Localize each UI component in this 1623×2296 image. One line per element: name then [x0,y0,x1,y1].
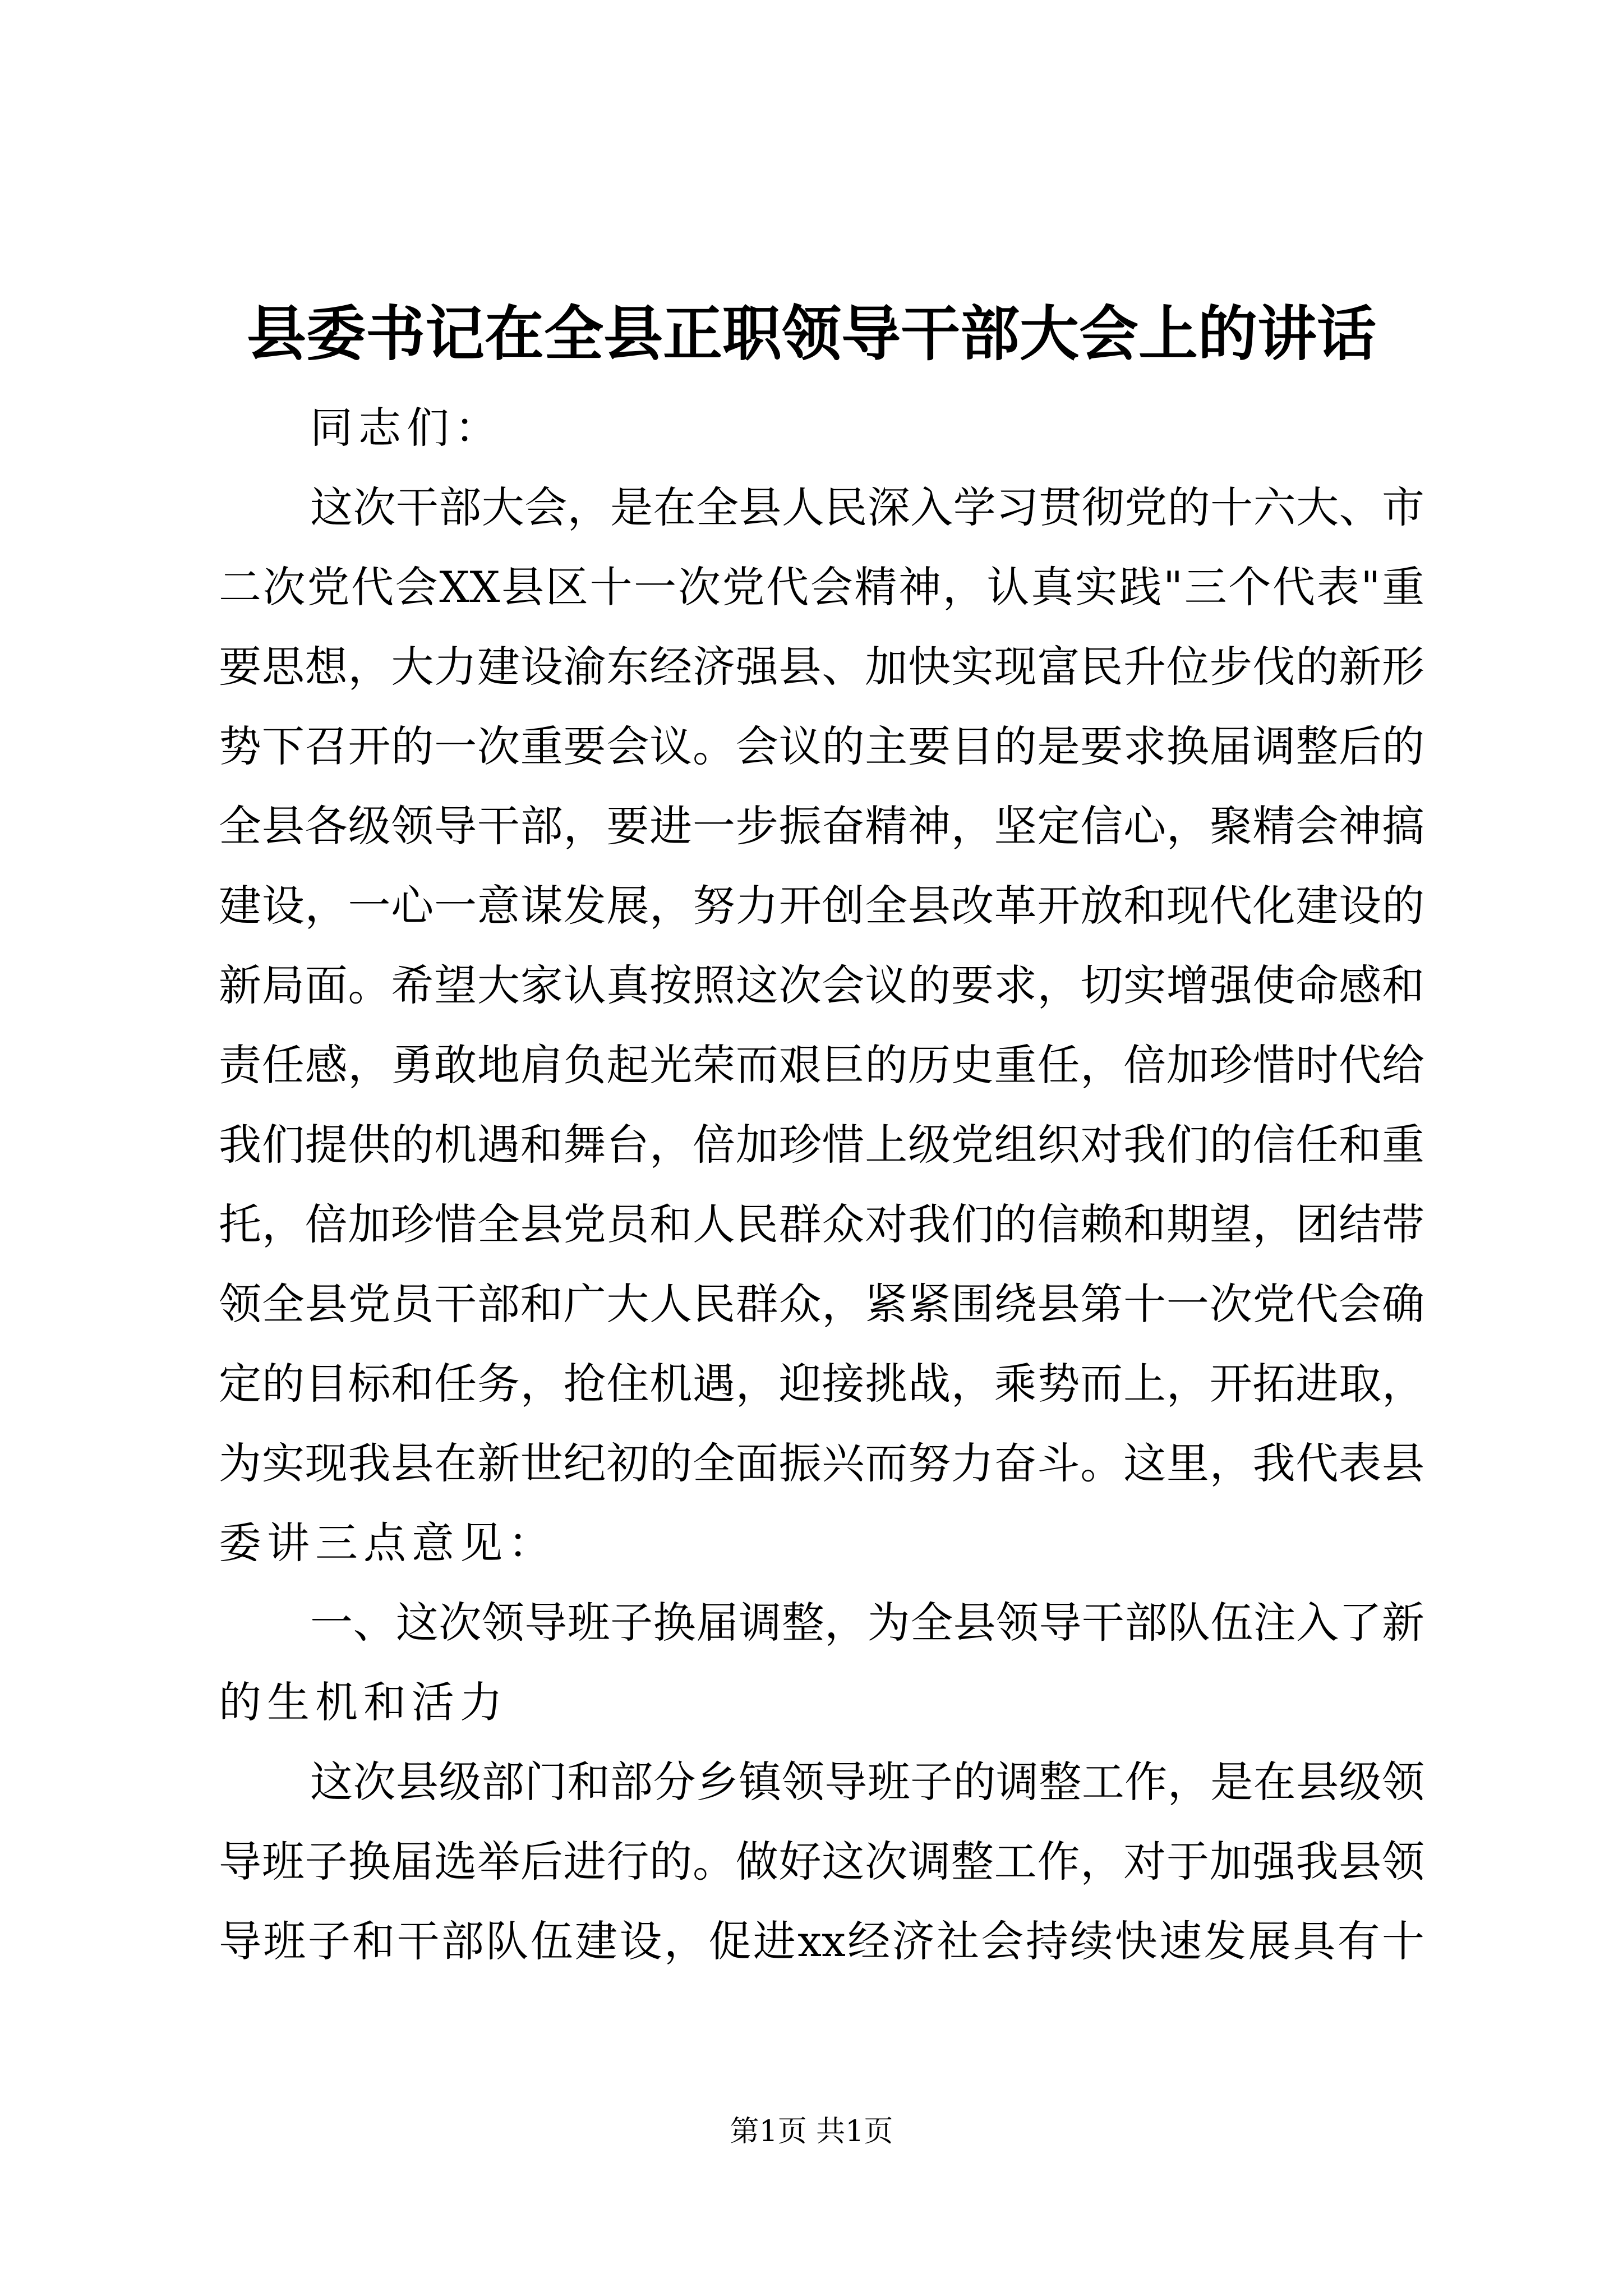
text-line: 领全县党员干部和广大人民群众，紧紧围绕县第十一次党代会确 [219,1279,1424,1329]
text-line: 我们提供的机遇和舞台，倍加珍惜上级党组织对我们的信任和重 [219,1120,1424,1170]
text-line: 导班子换届选举后进行的。做好这次调整工作，对于加强我县领 [219,1837,1424,1887]
text-line: 一、这次领导班子换届调整，为全县领导干部队伍注入了新 [310,1598,1424,1648]
text-line: 为实现我县在新世纪初的全面振兴而努力奋斗。这里，我代表县 [219,1438,1424,1488]
text-line: 责任感，勇敢地肩负起光荣而艰巨的历史重任，倍加珍惜时代给 [219,1040,1424,1090]
text-line: 这次县级部门和部分乡镇领导班子的调整工作，是在县级领 [310,1757,1424,1807]
text-line: 定的目标和任务，抢住机遇，迎接挑战，乘势而上，开拓进取， [219,1359,1424,1409]
text-line: 建设，一心一意谋发展，努力开创全县改革开放和现代化建设的 [219,881,1424,931]
text-line: 全县各级领导干部，要进一步振奋精神，坚定信心，聚精会神搞 [219,801,1424,851]
text-line: 新局面。希望大家认真按照这次会议的要求，切实增强使命感和 [219,960,1424,1010]
document-body [219,388,1424,1981]
text-line: 的生机和活力 [219,1677,508,1727]
text-line: 二次党代会XX县区十一次党代会精神，认真实践"三个代表"重 [219,562,1424,612]
text-line: 同志们： [310,403,503,453]
text-line: 势下召开的一次重要会议。会议的主要目的是要求换届调整后的 [219,721,1424,771]
text-line: 委讲三点意见： [219,1518,556,1568]
text-line: 托，倍加珍惜全县党员和人民群众对我们的信赖和期望，团结带 [219,1199,1424,1249]
text-line: 导班子和干部队伍建设，促进xx经济社会持续快速发展具有十 [219,1916,1424,1966]
page-footer: 第1页 共1页 [730,2115,893,2148]
text-line: 要思想，大力建设渝东经济强县、加快实现富民升位步伐的新形 [219,642,1424,692]
text-line: 这次干部大会，是在全县人民深入学习贯彻党的十六大、市 [310,482,1424,532]
document-title: 县委书记在全县正职领导干部大会上的讲话 [247,298,1376,369]
